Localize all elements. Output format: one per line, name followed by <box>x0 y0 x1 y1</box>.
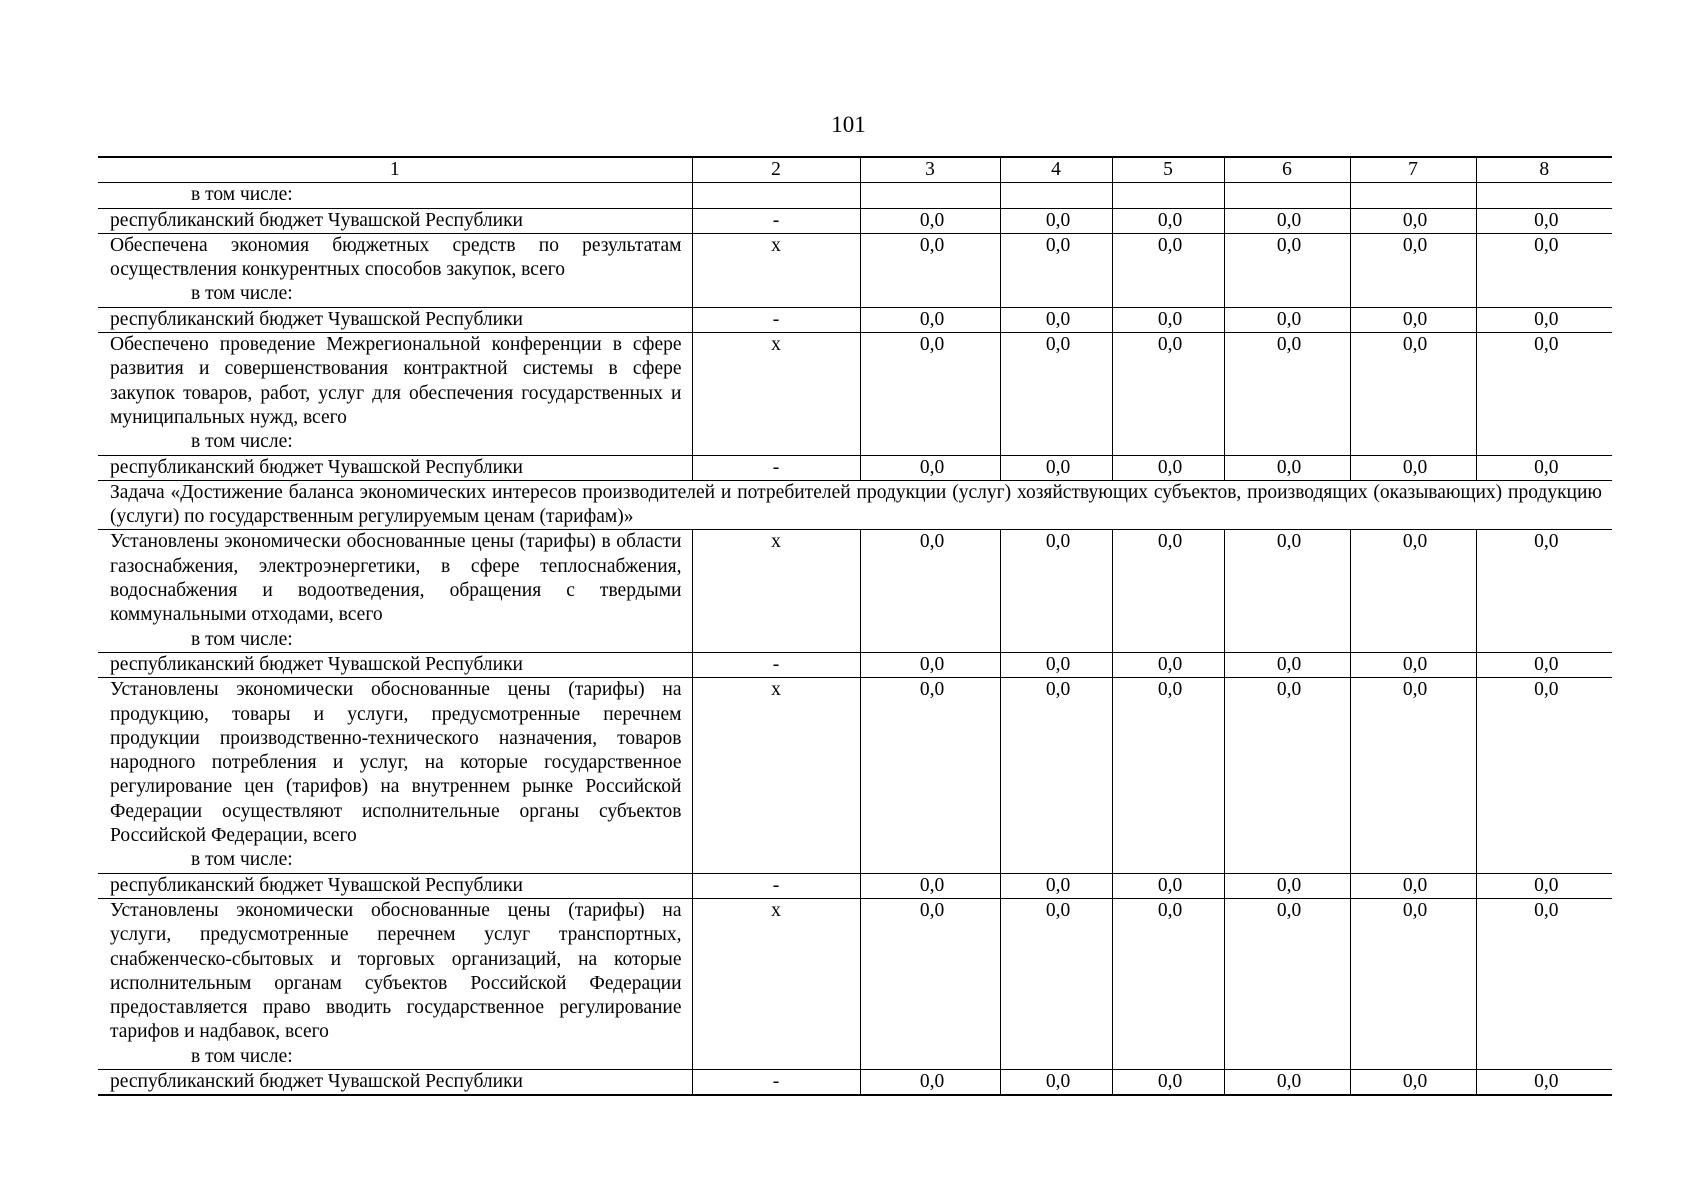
table-row <box>98 183 1612 208</box>
group-cell <box>98 183 692 208</box>
value-cell: 0,0 <box>1476 208 1612 233</box>
value-cell: 0,0 <box>1000 208 1112 233</box>
value-cell: 0,0 <box>1000 455 1112 480</box>
subtotal-label: в том числе: <box>191 628 293 650</box>
value-cell: 0,0 <box>860 873 1000 898</box>
column-header: 8 <box>1476 157 1612 183</box>
value-cell: 0,0 <box>1112 333 1224 455</box>
subtotal-label: в том числе: <box>191 431 293 453</box>
dash-mark: - <box>692 1069 860 1095</box>
header-row <box>98 157 1612 183</box>
value-cell: 0,0 <box>1350 233 1476 307</box>
cross-mark: х <box>692 333 860 455</box>
value-cell: 0,0 <box>1000 530 1112 652</box>
dash-mark: - <box>692 208 860 233</box>
column-header: 3 <box>860 157 1000 183</box>
value-cell: 0,0 <box>1476 307 1612 332</box>
budget-row <box>98 455 1612 480</box>
value-cell: 0,0 <box>1350 530 1476 652</box>
value-cell: 0,0 <box>1476 1069 1612 1095</box>
value-cell: 0,0 <box>1224 455 1350 480</box>
group-cell <box>98 530 692 652</box>
cross-mark: х <box>692 898 860 1069</box>
row-description: Установлены экономически обоснованные цены (тарифы) в области газоснабжения, электроэнергетики, в сфере теплоснабжения, водоснабжения и водоотведения, обращения с твердыми коммунальными отходами, всего <box>110 531 682 626</box>
value-cell: 0,0 <box>1224 530 1350 652</box>
budget-label: республиканский бюджет Чувашской Республики <box>98 208 692 233</box>
value-cell: 0,0 <box>1224 678 1350 873</box>
budget-label: республиканский бюджет Чувашской Республики <box>98 652 692 677</box>
budget-label: республиканский бюджет Чувашской Республики <box>98 455 692 480</box>
value-cell: 0,0 <box>1350 652 1476 677</box>
dash-mark: - <box>692 307 860 332</box>
value-cell: 0,0 <box>1476 873 1612 898</box>
cross-mark: х <box>692 678 860 873</box>
value-cell: 0,0 <box>1112 678 1224 873</box>
value-cell: 0,0 <box>1350 208 1476 233</box>
budget-label: республиканский бюджет Чувашской Республики <box>98 307 692 332</box>
value-cell: 0,0 <box>1000 898 1112 1069</box>
column-header: 4 <box>1000 157 1112 183</box>
value-cell: 0,0 <box>1112 1069 1224 1095</box>
task-heading: Задача «Достижение баланса экономических интересов производителей и потребителей продукции (услуг) хозяйствующих субъектов, производящих (оказывающих) продукцию (услуги) по государственным регулируемым ценам (тарифам)» <box>98 480 1612 530</box>
task-row <box>98 480 1612 530</box>
value-cell: 0,0 <box>1224 233 1350 307</box>
value-cell: 0,0 <box>1000 333 1112 455</box>
column-header: 6 <box>1224 157 1350 183</box>
value-cell: 0,0 <box>1350 873 1476 898</box>
value-cell: 0,0 <box>1112 307 1224 332</box>
value-cell: 0,0 <box>1350 333 1476 455</box>
value-cell: 0,0 <box>1476 455 1612 480</box>
group-cell <box>98 678 692 873</box>
value-cell: 0,0 <box>860 652 1000 677</box>
row-description: Обеспечено проведение Межрегиональной конференции в сфере развития и совершенствования контрактной системы в сфере закупок товаров, работ, услуг для обеспечения государственных и муниципальных нужд, всего <box>110 334 682 428</box>
subtotal-label: в том числе: <box>191 849 293 871</box>
column-header: 2 <box>692 157 860 183</box>
value-cell: 0,0 <box>1000 873 1112 898</box>
value-cell: 0,0 <box>1224 898 1350 1069</box>
cross-mark: х <box>692 233 860 307</box>
value-cell: 0,0 <box>1112 233 1224 307</box>
value-cell: 0,0 <box>1476 233 1612 307</box>
budget-row <box>98 1069 1612 1095</box>
value-cell: 0,0 <box>1112 898 1224 1069</box>
table-row <box>98 530 1612 652</box>
column-header: 1 <box>98 157 692 183</box>
value-cell: 0,0 <box>1000 678 1112 873</box>
value-cell: 0,0 <box>860 455 1000 480</box>
value-cell: 0,0 <box>1224 307 1350 332</box>
budget-row <box>98 307 1612 332</box>
value-cell: 0,0 <box>1224 208 1350 233</box>
value-cell: 0,0 <box>1476 333 1612 455</box>
budget-label: республиканский бюджет Чувашской Республики <box>98 1069 692 1095</box>
budget-row <box>98 873 1612 898</box>
value-cell: 0,0 <box>1224 873 1350 898</box>
table-row <box>98 678 1612 873</box>
table-row <box>98 233 1612 307</box>
value-cell: 0,0 <box>1112 530 1224 652</box>
subtotal-label: в том числе: <box>191 283 293 305</box>
cross-mark: х <box>692 530 860 652</box>
value-cell: 0,0 <box>1000 233 1112 307</box>
value-cell: 0,0 <box>1000 307 1112 332</box>
value-cell: 0,0 <box>1112 455 1224 480</box>
subtotal-label: в том числе: <box>191 184 293 206</box>
row-description: Обеспечена экономия бюджетных средств по результатам осуществления конкурентных способов закупок, всего <box>110 234 682 281</box>
value-cell: 0,0 <box>860 678 1000 873</box>
group-cell <box>98 898 692 1069</box>
value-cell: 0,0 <box>860 530 1000 652</box>
group-cell <box>98 233 692 307</box>
value-cell: 0,0 <box>860 1069 1000 1095</box>
value-cell: 0,0 <box>1224 652 1350 677</box>
budget-row <box>98 652 1612 677</box>
value-cell: 0,0 <box>1476 898 1612 1069</box>
value-cell: 0,0 <box>1350 1069 1476 1095</box>
value-cell: 0,0 <box>1476 652 1612 677</box>
dash-mark: - <box>692 652 860 677</box>
budget-label: республиканский бюджет Чувашской Республики <box>98 873 692 898</box>
row-description: Установлены экономически обоснованные цены (тарифы) на продукцию, товары и услуги, предусмотренные перечнем продукции производственно-технического назначения, товаров народного потребления и услуг, на которые государственное регулирование цен (тарифов) на внутреннем рынке Российской Федерации осуществляют исполнительные органы субъектов Российской Федерации, всего <box>110 679 682 847</box>
value-cell: 0,0 <box>1224 1069 1350 1095</box>
value-cell: 0,0 <box>1476 678 1612 873</box>
value-cell: 0,0 <box>1350 898 1476 1069</box>
dash-mark: - <box>692 873 860 898</box>
subtotal-label: в том числе: <box>191 1045 293 1067</box>
value-cell: 0,0 <box>860 333 1000 455</box>
value-cell: 0,0 <box>1112 873 1224 898</box>
value-cell: 0,0 <box>1476 530 1612 652</box>
table-row <box>98 333 1612 455</box>
value-cell: 0,0 <box>860 233 1000 307</box>
value-cell: 0,0 <box>860 898 1000 1069</box>
group-cell <box>98 333 692 455</box>
value-cell: 0,0 <box>1350 307 1476 332</box>
dash-mark: - <box>692 455 860 480</box>
budget-table <box>98 156 1612 1096</box>
value-cell: 0,0 <box>860 208 1000 233</box>
row-description: Установлены экономически обоснованные цены (тарифы) на услуги, предусмотренные перечнем услуг транспортных, снабженческо-сбытовых и торговых организаций, на которые исполнительным органам субъектов Российской Федерации предоставляется право вводить государственное регулирование тарифов и надбавок, всего <box>110 899 682 1043</box>
value-cell: 0,0 <box>1350 455 1476 480</box>
column-header: 5 <box>1112 157 1224 183</box>
page-number: 101 <box>831 112 866 137</box>
column-header: 7 <box>1350 157 1476 183</box>
value-cell: 0,0 <box>1350 678 1476 873</box>
value-cell: 0,0 <box>860 307 1000 332</box>
value-cell: 0,0 <box>1224 333 1350 455</box>
budget-row <box>98 208 1612 233</box>
value-cell: 0,0 <box>1112 652 1224 677</box>
value-cell: 0,0 <box>1112 208 1224 233</box>
table-row <box>98 898 1612 1069</box>
value-cell: 0,0 <box>1000 1069 1112 1095</box>
value-cell: 0,0 <box>1000 652 1112 677</box>
